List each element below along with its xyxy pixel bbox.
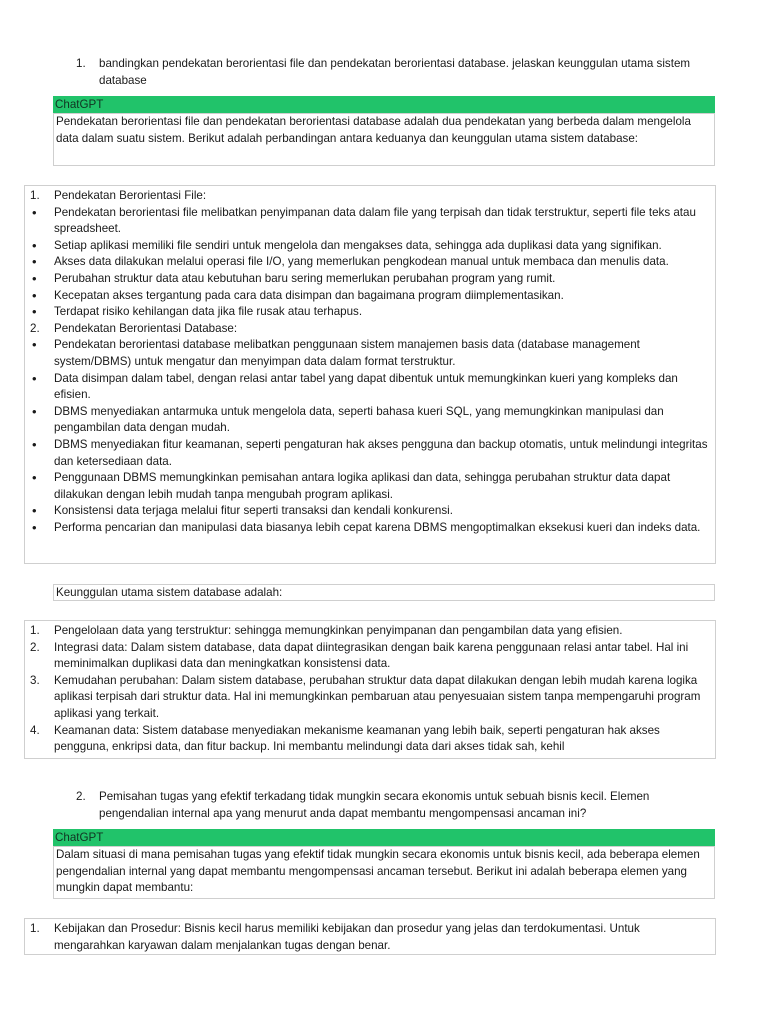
list-item-text: Penggunaan DBMS memungkinkan pemisahan antara logika aplikasi dan data, sehingga perubahan struktur data dapat dilakukan dengan lebih mudah tanpa mengubah program aplikasi. bbox=[54, 471, 671, 501]
list-item-text: DBMS menyediakan fitur keamanan, seperti pengaturan hak akses pengguna dan backup otomatis, untuk melindungi integritas dan ketersediaan data. bbox=[54, 437, 708, 468]
list-item-text: Kebijakan dan Prosedur: Bisnis kecil harus memiliki kebijakan dan prosedur yang jelas dan terdokumentasi. Untuk mengarahkan karyawan dalam menjalankan tugas dengan benar. bbox=[54, 922, 640, 952]
advantages-heading bbox=[53, 584, 715, 601]
list-marker: • bbox=[32, 470, 37, 486]
question-2 bbox=[76, 789, 706, 822]
question-number: 1. bbox=[76, 57, 86, 70]
chatgpt-label-bar bbox=[53, 829, 715, 846]
answer-intro-text: Dalam situasi di mana pemisahan tugas yang efektif tidak mungkin secara ekonomis untuk bisnis kecil, ada beberapa elemen pengendalian internal yang dapat membantu mengompensasi ancaman tersebut. Berikut ini adalah beberapa elemen yang mungkin dapat membantu: bbox=[56, 848, 700, 895]
list-item bbox=[25, 371, 715, 404]
list-marker: 3. bbox=[30, 673, 40, 687]
list-item-text: Keamanan data: Sistem database menyediakan mekanisme keamanan yang lebih baik, seperti pengaturan hak akses pengguna, enkripsi data, dan fitur backup. Ini membantu melindungi data dari akses tidak sah, kehil bbox=[54, 723, 660, 754]
list-item-text: Pendekatan Berorientasi File: bbox=[54, 189, 207, 202]
list-item-text: DBMS menyediakan antarmuka untuk mengelola data, seperti bahasa kueri SQL, yang memungkinkan manipulasi dan pengambilan data dengan mudah. bbox=[54, 404, 664, 435]
list-marker: 1. bbox=[30, 922, 40, 935]
list-marker: • bbox=[32, 519, 37, 535]
list-item-text: Pendekatan berorientasi file melibatkan penyimpanan data dalam file yang terpisah dan tidak terstruktur, seperti file teks atau spreadsheet. bbox=[54, 205, 696, 236]
list-item bbox=[25, 623, 715, 640]
answer-intro bbox=[53, 846, 715, 899]
chatgpt-label: ChatGPT bbox=[55, 98, 104, 111]
list-item-text: Performa pencarian dan manipulasi data biasanya lebih cepat karena DBMS mengoptimalkan eksekusi kueri dan indeks data. bbox=[54, 520, 701, 534]
list-marker: • bbox=[32, 237, 37, 253]
list-item bbox=[25, 304, 715, 321]
list-marker: • bbox=[32, 370, 37, 386]
list-marker: 1. bbox=[30, 189, 40, 202]
list-marker: • bbox=[32, 403, 37, 419]
list-item-text: Pengelolaan data yang terstruktur: sehingga memungkinkan penyimpanan dan pengambilan data yang efisien. bbox=[54, 624, 623, 637]
list-marker: • bbox=[32, 254, 37, 270]
list-item bbox=[25, 673, 715, 723]
list-item bbox=[25, 437, 715, 470]
list-item bbox=[25, 271, 715, 288]
list-item-text: Konsistensi data terjaga melalui fitur seperti transaksi dan kendali konkurensi. bbox=[54, 504, 453, 518]
list-item bbox=[25, 470, 715, 503]
list-item bbox=[25, 238, 715, 255]
list-marker: • bbox=[32, 204, 37, 220]
list-item-text: Data disimpan dalam tabel, dengan relasi antar tabel yang dapat dibentuk untuk memungkinkan kueri yang kompleks dan efisien. bbox=[54, 371, 678, 402]
list-marker: • bbox=[32, 436, 37, 452]
list-item bbox=[25, 640, 715, 673]
question-text: Pemisahan tugas yang efektif terkadang tidak mungkin secara ekonomis untuk sebuah bisnis kecil. Elemen pengendalian internal apa yang menurut anda dapat membantu mengompensasi ancaman ini? bbox=[99, 790, 650, 820]
list-item bbox=[25, 921, 715, 954]
list-marker: • bbox=[32, 270, 37, 286]
list-item-text: Kecepatan akses tergantung pada cara data disimpan dan bagaimana program diimplementasikan. bbox=[54, 288, 564, 302]
list-item bbox=[25, 723, 715, 756]
answer-intro bbox=[53, 113, 715, 166]
list-item bbox=[25, 337, 715, 370]
list-item bbox=[25, 205, 715, 238]
chatgpt-label: ChatGPT bbox=[55, 831, 104, 844]
list-item-text: Kemudahan perubahan: Dalam sistem database, perubahan struktur data dapat dilakukan dengan lebih mudah karena logika aplikasi terpisah dari struktur data. Hal ini memungkinkan pembaruan atau penyesuaian sistem tanpa mempengaruhi program aplikasi yang terkait. bbox=[54, 673, 701, 720]
answer-intro-text: Pendekatan berorientasi file dan pendekatan berorientasi database adalah dua pendekatan yang berbeda dalam mengelola data dalam suatu sistem. Berikut adalah perbandingan antara keduanya dan keunggulan utama sistem database: bbox=[56, 115, 691, 145]
question-text: bandingkan pendekatan berorientasi file dan pendekatan berorientasi database. jelaskan keunggulan utama sistem database bbox=[99, 57, 691, 87]
list-item-text: Terdapat risiko kehilangan data jika file rusak atau terhapus. bbox=[54, 305, 363, 319]
list-marker: 2. bbox=[30, 321, 40, 335]
list-item bbox=[25, 288, 715, 305]
question-number: 2. bbox=[76, 790, 86, 803]
list-item bbox=[25, 404, 715, 437]
advantages-list bbox=[24, 620, 716, 759]
list-item-text: Akses data dilakukan melalui operasi file I/O, yang memerlukan pengkodean manual untuk membaca dan menulis data. bbox=[54, 255, 669, 269]
list-item-text: Pendekatan Berorientasi Database: bbox=[54, 321, 238, 335]
list-marker: • bbox=[32, 503, 37, 519]
list-item bbox=[25, 188, 715, 205]
chatgpt-label-bar bbox=[53, 96, 715, 113]
list-item bbox=[25, 254, 715, 271]
control-elements-list bbox=[24, 918, 716, 955]
list-item-text: Setiap aplikasi memiliki file sendiri untuk mengelola dan mengakses data, sehingga ada duplikasi data yang signifikan. bbox=[54, 238, 662, 252]
list-marker: 1. bbox=[30, 624, 40, 637]
list-marker: 2. bbox=[30, 640, 40, 654]
list-item-text: Integrasi data: Dalam sistem database, data dapat diintegrasikan dengan baik karena penggunaan relasi antar tabel. Hal ini meminimalkan duplikasi data dan meningkatkan konsistensi data. bbox=[54, 640, 689, 671]
list-item bbox=[25, 321, 715, 338]
list-item bbox=[25, 520, 715, 537]
list-item-text: Pendekatan berorientasi database melibatkan penggunaan sistem manajemen basis data (database management system/DBMS) untuk mengatur dan menyimpan data dalam format terstruktur. bbox=[54, 338, 640, 368]
advantages-heading-text: Keunggulan utama sistem database adalah: bbox=[56, 586, 283, 599]
list-marker: 4. bbox=[30, 723, 40, 737]
list-item-text: Perubahan struktur data atau kebutuhan baru sering memerlukan perubahan program yang rumit. bbox=[54, 271, 556, 285]
comparison-list bbox=[24, 185, 716, 564]
list-marker: • bbox=[32, 337, 37, 353]
question-1 bbox=[76, 56, 706, 89]
list-item bbox=[25, 503, 715, 520]
list-marker: • bbox=[32, 304, 37, 320]
list-marker: • bbox=[32, 287, 37, 303]
